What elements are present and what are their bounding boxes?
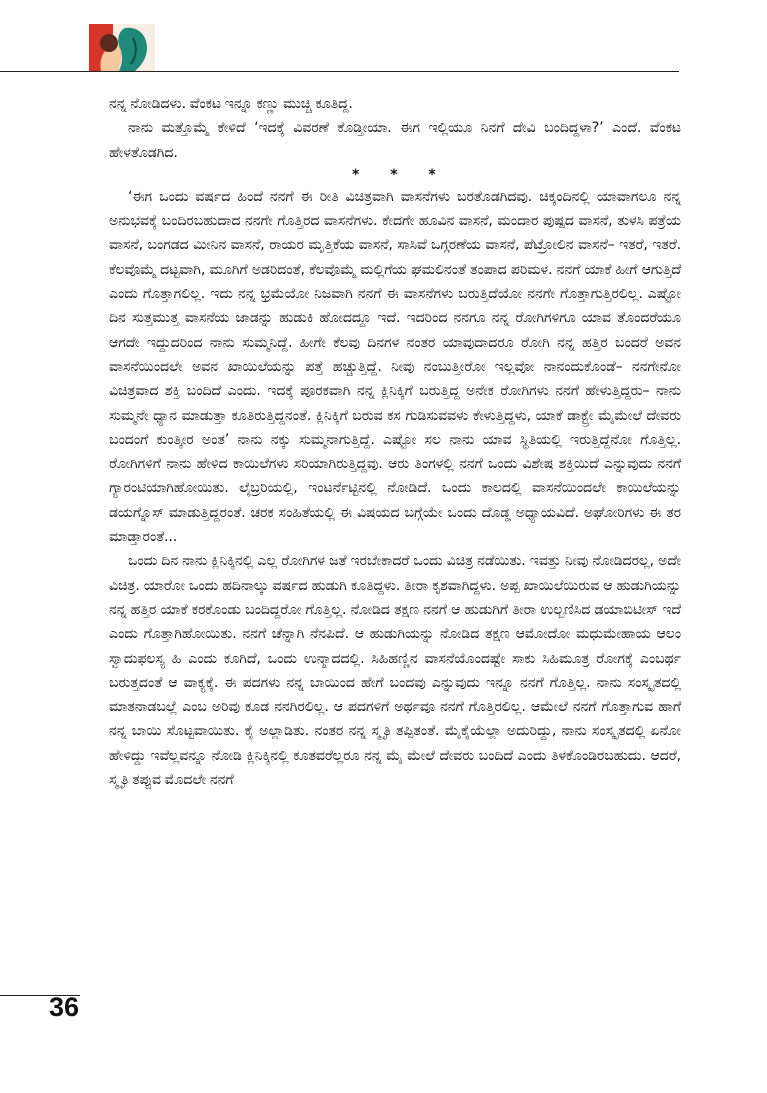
page-number: 36 [49, 992, 80, 1022]
footer-rule [0, 995, 80, 996]
paragraph-intro: ನನ್ನ ನೋಡಿದಳು. ವೆಂಕಟ ಇನ್ನೂ ಕಣ್ಣು ಮುಚ್ಚಿ ಕೂತಿದ್ದ. [109, 96, 353, 112]
section-separator: * * * [352, 166, 438, 183]
paragraph-incident: ಒಂದು ದಿನ ನಾನು ಕ್ಲಿನಿಕ್ಕಿನಲ್ಲಿ ಎಲ್ಲ ರೋಗಿಗಳ ಜತೆ ಇರಬೇಕಾದರೆ ಒಂದು ವಿಚಿತ್ರ ನಡೆಯಿತು. ಇವತ್ತು ನೀವು ನೋಡಿದರಲ್ಲ, ಅದೇ ವಿಚಿತ್ರ. ಯಾರೋ ಒಂದು ಹದಿನಾಲ್ಕು ವರ್ಷದ ಹುಡುಗಿ ಕೂತಿದ್ದಳು. ತೀರಾ ಕೃಶವಾಗಿದ್ದಳು. ಅಪ್ಪ ಖಾಯಿಲೆಯಿರುವ ಆ ಹುಡುಗಿಯನ್ನು ನನ್ನ ಹತ್ತಿರ ಯಾಕೆ ಕರಕೊಂಡು ಬಂದಿದ್ದರೋ ಗೊತ್ತಿಲ್ಲ. ನೋಡಿದ ತಕ್ಷಣ ನನಗೆ ಆ ಹುಡುಗಿಗೆ ತೀರಾ ಉಲ್ಬಣಿಸಿದ ಡಯಾಬಿಟೀಸ್ ಇದೆ ಎಂದು ಗೊತ್ತಾಗಿಹೋಯಿತು. ನನಗೆ ಚೆನ್ನಾಗಿ ನೆನಪಿದೆ. ಆ ಹುಡುಗಿಯನ್ನು ನೋಡಿದ ತಕ್ಷಣ ಆಮೋದೋ ಮಧುಮೇಹಾಯ ಆಲಂ ಸ್ವಾದುಫಲಸ್ಯ ಹಿ ಎಂದು ಕೂಗಿದೆ, ಒಂದು ಉನ್ಮಾದದಲ್ಲಿ. ಸಿಹಿಹಣ್ಣಿನ ವಾಸನೆಯೊಂದಷ್ಟೇ ಸಾಕು ಸಿಹಿಮೂತ್ರ ರೋಗಕ್ಕೆ ಎಂಬರ್ಥ ಬರುತ್ತದಂತೆ ಆ ವಾಕ್ಯಕ್ಕೆ. ಈ ಪದಗಳು ನನ್ನ ಬಾಯಿಂದ ಹೇಗೆ ಬಂದವು ಎನ್ನುವುದು ಇನ್ನೂ ನನಗೆ ಗೊತ್ತಿಲ್ಲ. ನಾನು ಸಂಸ್ಕೃತದಲ್ಲಿ ಮಾತನಾಡಬಲ್ಲೆ ಎಂಬ ಅರಿವು ಕೂಡ ನನಗಿರಲಿಲ್ಲ. ಆ ಪದಗಳಿಗೆ ಅರ್ಥವೂ ನನಗೆ ಗೊತ್ತಿರಲಿಲ್ಲ. ಆಮೇಲೆ ನನಗೆ ಗೊತ್ತಾಗುವ ಹಾಗೆ ನನ್ನ ಬಾಯಿ ಸೊಟ್ಟವಾಯಿತು. ಕೈ ಅಲ್ಲಾಡಿತು. ನಂತರ ನನ್ನ ಸ್ಮೃತಿ ತಪ್ಪಿತಂತೆ. ಮೈಕೈಯೆಲ್ಲಾ ಅದುರಿದ್ದು, ನಾನು ಸಂಸ್ಕೃತದಲ್ಲಿ ಏನೋ ಹೇಳಿದ್ದು ಇವೆಲ್ಲವನ್ನೂ ನೋಡಿ ಕ್ಲಿನಿಕ್ಕಿನಲ್ಲಿ ಕೂತವರೆಲ್ಲರೂ ನನ್ನ ಮೈ ಮೇಲೆ ದೇವರು ಬಂದಿದೆ ಎಂದು ತಿಳಕೊಂಡಿರಬಹುದು. ಆದರೆ, ಸ್ಮೃತಿ ತಪ್ಪುವ ಮೊದಲೇ ನನಗೆ [109, 553, 681, 789]
paragraph-question: ನಾನು ಮತ್ತೊಮ್ಮೆ ಕೇಳಿದೆ ‘ಇದಕ್ಕೆ ವಿವರಣೆ ಕೊಡ್ತೀಯಾ. ಈಗ ಇಲ್ಲಿಯೂ ನಿನಗೆ ದೇವಿ ಬಂದಿದ್ದಳಾ?’ ಎಂದೆ. ವೆಂಕಟ ಹೇಳತೊಡಗಿದ. [109, 120, 681, 161]
paragraph-smells: ‘ಈಗ ಒಂದು ವರ್ಷದ ಹಿಂದೆ ನನಗೆ ಈ ರೀತಿ ವಿಚಿತ್ರವಾಗಿ ವಾಸನೆಗಳು ಬರತೊಡಗಿದವು. ಚಿಕ್ಕಂದಿನಲ್ಲಿ ಯಾವಾಗಲೂ ನನ್ನ ಅನುಭವಕ್ಕೆ ಬಂದಿರಬಹುದಾದ ನನಗೇ ಗೊತ್ತಿರದ ವಾಸನೆಗಳು. ಕೇದಗೇ ಹೂವಿನ ವಾಸನೆ, ಮಂದಾರ ಪುಷ್ಪದ ವಾಸನೆ, ತುಳಸಿ ಪತ್ರೆಯ ವಾಸನೆ, ಬಂಗಡದ ಮೀನಿನ ವಾಸನೆ, ರಾಯರ ಮೃತ್ತಿಕೆಯ ವಾಸನೆ, ಸಾಸಿವೆ ಒಗ್ಗರಣೆಯ ವಾಸನೆ, ಪೆಟ್ರೋಲಿನ ವಾಸನೆ– ಇತರೆ, ಇತರೆ. ಕೆಲವೊಮ್ಮೆ ದಟ್ಟವಾಗಿ, ಮೂಗಿಗೆ ಅಡರಿದಂತೆ, ಕೆಲವೊಮ್ಮೆ ಮಲ್ಲಿಗೆಯ ಘಮಲಿನಂತೆ ತಂಪಾದ ಪರಿಮಳ. ನನಗೆ ಯಾಕೆ ಹೀಗೆ ಆಗುತ್ತಿದೆ ಎಂದು ಗೊತ್ತಾಗಲಿಲ್ಲ. ಇದು ನನ್ನ ಭ್ರಮೆಯೋ ನಿಜವಾಗಿ ನನಗೆ ಈ ವಾಸನೆಗಳು ಬರುತ್ತಿದೆಯೋ ನನಗೇ ಗೊತ್ತಾಗುತ್ತಿರಲಿಲ್ಲ. ಎಷ್ಟೋ ದಿನ ಸುತ್ತಮುತ್ತ ವಾಸನೆಯ ಜಾಡನ್ನು ಹುಡುಕಿ ಹೋದದ್ದೂ ಇದೆ. ಇದರಿಂದ ನನಗೂ ನನ್ನ ರೋಗಿಗಳಿಗೂ ಯಾವ ತೊಂದರೆಯೂ ಆಗದೇ ಇದ್ದುದರಿಂದ ನಾನು ಸುಮ್ಮನಿದ್ದೆ. ಹೀಗೇ ಕೆಲವು ದಿನಗಳ ನಂತರ ಯಾವುದಾದರೂ ರೋಗಿ ನನ್ನ ಹತ್ತಿರ ಬಂದರೆ ಅವನ ವಾಸನೆಯಿಂದಲೇ ಅವನ ಖಾಯಿಲೆಯನ್ನು ಪತ್ತೆ ಹಚ್ಚುತ್ತಿದ್ದೆ. ನೀವು ನಂಬುತ್ತೀರೋ ಇಲ್ಲವೋ ನಾನಂದುಕೊಂಡೆ– ನನಗೇನೋ ವಿಚಿತ್ರವಾದ ಶಕ್ತಿ ಬಂದಿದೆ ಎಂದು. ಇದಕ್ಕೆ ಪೂರಕವಾಗಿ ನನ್ನ ಕ್ಲಿನಿಕ್ಕಿಗೆ ಬರುತ್ತಿದ್ದ ಅನೇಕ ರೋಗಿಗಳು ನನಗೆ ಹೇಳುತ್ತಿದ್ದರು– ನಾನು ಸುಮ್ಮನೇ ಧ್ಯಾನ ಮಾಡುತ್ತಾ ಕೂತಿರುತ್ತಿದ್ದನಂತೆ. ಕ್ಲಿನಿಕ್ಕಿಗೆ ಬರುವ ಕಸ ಗುಡಿಸುವವಳು ಕೇಳುತ್ತಿದ್ದಳು, ಯಾಕೆ ಡಾಕ್ಟ್ರೇ ಮೈಮೇಲೆ ದೇವರು ಬಂದಂಗೆ ಕುಂತ್ಕೀರ ಅಂತ’ ನಾನು ನಕ್ಕು ಸುಮ್ಮನಾಗುತ್ತಿದ್ದೆ. ಎಷ್ಟೋ ಸಲ ನಾನು ಯಾವ ಸ್ಥಿತಿಯಲ್ಲಿ ಇರುತ್ತಿದ್ದೆನೋ ಗೊತ್ತಿಲ್ಲ. ರೋಗಿಗಳಿಗೆ ನಾನು ಹೇಳಿದ ಕಾಯಿಲೆಗಳು ಸರಿಯಾಗಿರುತ್ತಿದ್ದವು. ಆರು ತಿಂಗಳಲ್ಲಿ ನನಗೆ ಒಂದು ವಿಶೇಷ ಶಕ್ತಿಯಿದೆ ಎನ್ನುವುದು ನನಗೆ ಗ್ಯಾರಂಟಿಯಾಗಿಹೋಯಿತು. ಲೈಬ್ರರಿಯಲ್ಲಿ, ಇಂಟರ್ನೆಟ್ಟಿನಲ್ಲಿ ನೋಡಿದೆ. ಒಂದು ಕಾಲದಲ್ಲಿ ವಾಸನೆಯಿಂದಲೇ ಕಾಯಿಲೆಯನ್ನು ಡಯಗ್ನೊಸ್ ಮಾಡುತ್ತಿದ್ದರಂತೆ. ಚರಕ ಸಂಹಿತೆಯಲ್ಲಿ ಈ ವಿಷಯದ ಬಗ್ಗೆಯೇ ಒಂದು ದೊಡ್ಡ ಅಧ್ಯಾಯವಿದೆ. ಅಘೋರಿಗಳು ಈ ತರ ಮಾಡ್ತಾರಂತೆ... [109, 188, 681, 546]
article-body [109, 92, 681, 792]
woman-portrait-icon [89, 24, 155, 71]
header-rule [0, 71, 679, 72]
magazine-logo [89, 24, 155, 71]
